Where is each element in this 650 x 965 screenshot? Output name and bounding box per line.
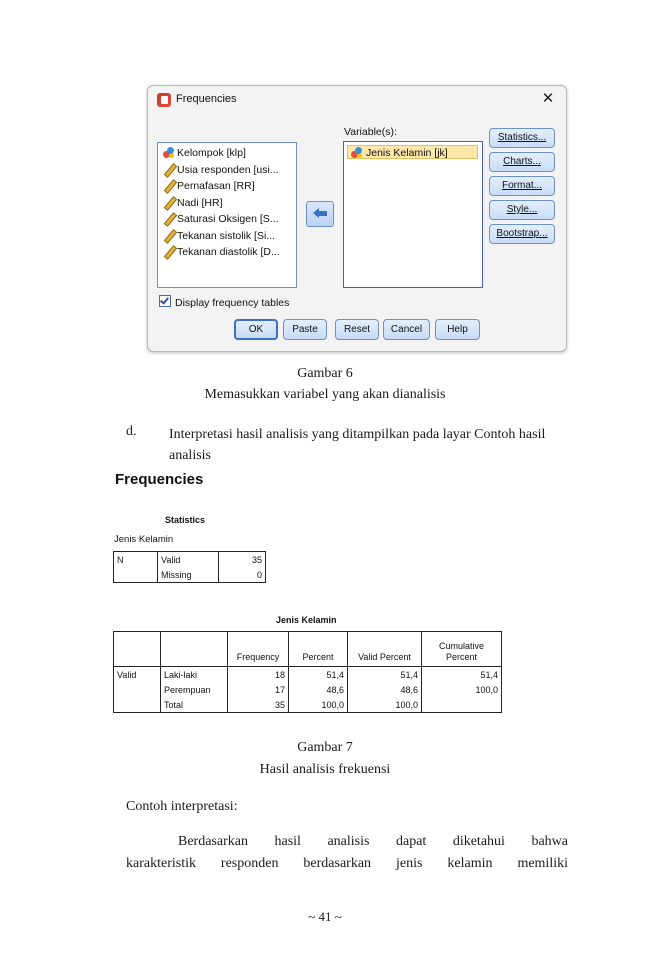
output-heading: Frequencies <box>115 471 204 488</box>
figure-6-number: Gambar 6 <box>297 366 353 381</box>
checkbox-label: Display frequency tables <box>175 297 290 309</box>
list-item[interactable]: Tekanan sistolik [Si... <box>158 228 296 245</box>
target-variable-list[interactable] <box>343 141 483 288</box>
selected-variable-item[interactable]: Jenis Kelamin [jk] <box>347 145 478 159</box>
arrow-left-icon <box>313 208 327 220</box>
scale-variable-icon <box>163 164 175 176</box>
statistics-table-title: Statistics <box>165 515 206 525</box>
move-variable-button[interactable] <box>306 201 334 227</box>
format-button[interactable]: Format... <box>489 176 555 196</box>
ok-button[interactable]: OK <box>234 319 278 340</box>
scale-variable-icon <box>163 180 175 192</box>
table-row: Perempuan 17 48,6 48,6 100,0 <box>114 682 502 697</box>
list-item[interactable]: Tekanan diastolik [D... <box>158 244 296 261</box>
scale-variable-icon <box>163 197 175 209</box>
dialog-titlebar <box>148 86 566 114</box>
scale-variable-icon <box>163 213 175 225</box>
table-row: Total 35 100,0 100,0 <box>114 697 502 713</box>
statistics-table-subtitle: Jenis Kelamin <box>114 534 174 545</box>
reset-button[interactable]: Reset <box>335 319 379 340</box>
example-label: Contoh interpretasi: <box>126 799 238 814</box>
spss-app-icon <box>157 93 171 107</box>
figure-7-number: Gambar 7 <box>297 740 353 755</box>
display-frequency-tables-option[interactable] <box>159 295 289 309</box>
frequency-table-title: Jenis Kelamin <box>276 615 337 625</box>
list-item[interactable]: Saturasi Oksigen [S... <box>158 211 296 228</box>
list-marker: d. <box>126 424 137 439</box>
item-d-text: Interpretasi hasil analisis yang ditampilkan pada layar Contoh hasil analisis <box>169 427 546 463</box>
statistics-table <box>113 551 266 583</box>
figure-6-caption: Memasukkan variabel yang akan dianalisis <box>204 387 446 402</box>
list-item[interactable]: Nadi [HR] <box>158 195 296 212</box>
cancel-button[interactable]: Cancel <box>383 319 430 340</box>
page-number: ~ 41 ~ <box>308 909 342 924</box>
charts-button[interactable]: Charts... <box>489 152 555 172</box>
table-row: Valid Laki-laki 18 51,4 51,4 51,4 <box>114 667 502 683</box>
list-item[interactable]: Kelompok [klp] <box>158 145 296 162</box>
target-list-label: Variable(s): <box>344 126 397 138</box>
figure-7-caption: Hasil analisis frekuensi <box>259 762 391 777</box>
dialog-title: Frequencies <box>176 93 237 105</box>
table-row: Missing 0 <box>114 567 266 583</box>
statistics-button[interactable]: Statistics... <box>489 128 555 148</box>
nominal-variable-icon <box>163 147 175 159</box>
checkbox-checked-icon[interactable] <box>159 295 171 307</box>
frequency-table <box>113 631 502 713</box>
style-button[interactable]: Style... <box>489 200 555 220</box>
help-button[interactable]: Help <box>435 319 480 340</box>
table-row: N Valid 35 <box>114 552 266 568</box>
list-item[interactable]: Pernafasan [RR] <box>158 178 296 195</box>
bootstrap-button[interactable]: Bootstrap... <box>489 224 555 244</box>
close-icon[interactable]: ✕ <box>541 90 555 107</box>
paragraph-line-2: karakteristik responden berdasarkan jenis kelamin memiliki <box>126 856 568 871</box>
nominal-variable-icon <box>351 147 363 159</box>
paragraph-line-1: Berdasarkan hasil analisis dapat diketahui bahwa <box>178 834 568 849</box>
list-item[interactable]: Usia responden [usi... <box>158 162 296 179</box>
scale-variable-icon <box>163 246 175 258</box>
table-header-row: Frequency Percent Valid Percent Cumulative Percent <box>114 632 502 667</box>
paste-button[interactable]: Paste <box>283 319 327 340</box>
frequencies-dialog <box>147 85 567 352</box>
source-variable-list[interactable] <box>157 142 297 288</box>
scale-variable-icon <box>163 230 175 242</box>
